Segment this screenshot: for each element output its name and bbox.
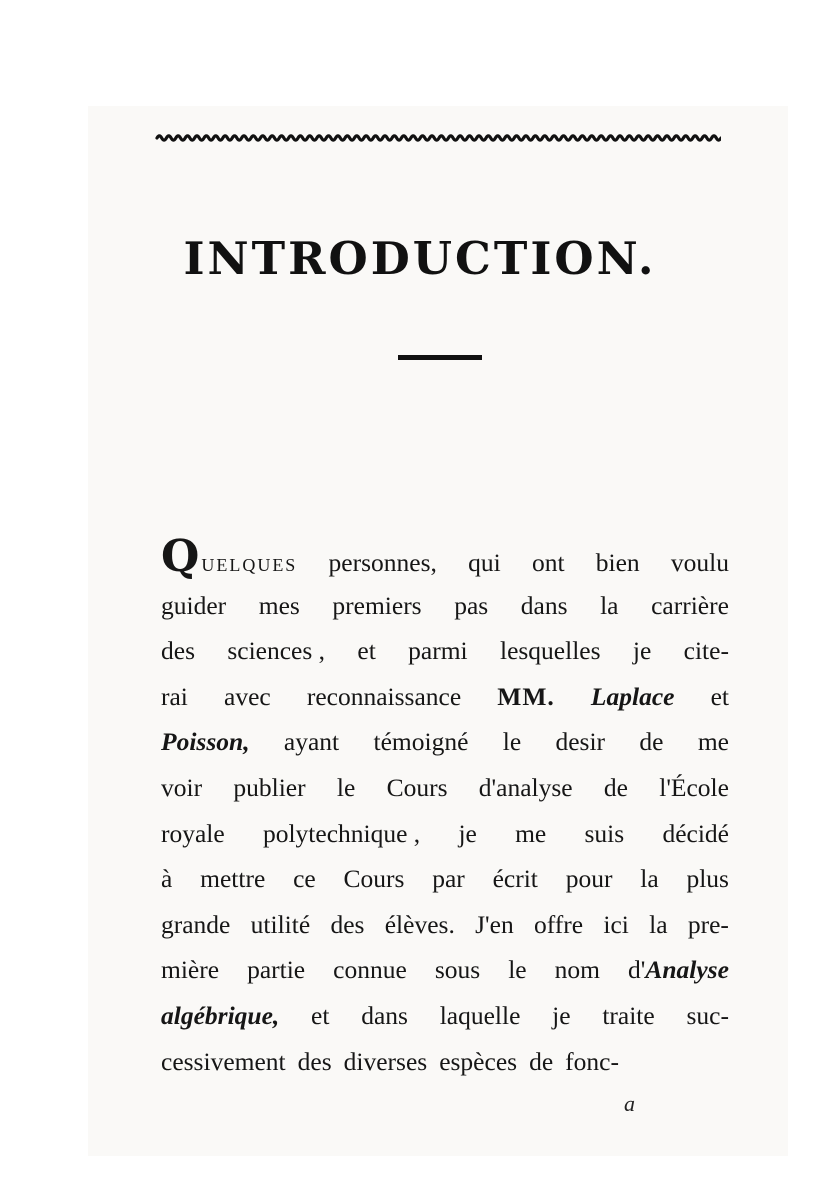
page-title: INTRODUCTION. (183, 232, 657, 285)
word: me (697, 727, 729, 757)
word: ont (531, 548, 565, 577)
word: carrière (651, 590, 729, 620)
word: ici (603, 909, 629, 939)
word: et (357, 636, 376, 666)
text-line (161, 628, 729, 674)
text-line (161, 856, 729, 902)
word: bien (595, 548, 640, 577)
word: dans (520, 590, 568, 620)
word: me (515, 818, 547, 848)
word: fonc- (565, 1046, 619, 1076)
word: laquelle (439, 1000, 521, 1030)
title-rule (398, 355, 482, 360)
word: connue (333, 955, 407, 985)
word: cite- (683, 636, 729, 666)
word: reconnaissance (306, 681, 462, 711)
word: témoigné (373, 727, 469, 757)
word: qui (468, 548, 501, 577)
wave-ornament-icon (155, 128, 721, 148)
word: grande (161, 909, 231, 939)
word: traite (602, 1000, 655, 1030)
text-line (161, 947, 729, 993)
word: algébrique, (161, 1000, 280, 1030)
word: polytechnique , (262, 818, 421, 848)
word: UELQUES (201, 555, 298, 575)
text-line (161, 902, 729, 948)
word: guider (161, 590, 227, 620)
word: royale (161, 818, 225, 848)
word: parmi (408, 636, 468, 666)
word: je (552, 1000, 571, 1030)
word: pour (565, 864, 613, 894)
word: personnes, (328, 548, 437, 577)
word: mettre (200, 864, 266, 894)
word: suis (584, 818, 625, 848)
word: plus (686, 864, 729, 894)
word: pre- (687, 909, 729, 939)
word: de (639, 727, 664, 757)
word: d'Analyse (627, 955, 729, 985)
word: ayant (283, 727, 340, 757)
word: sciences , (227, 636, 326, 666)
word: mière (161, 955, 220, 985)
word: Cours (343, 864, 405, 894)
word: Poisson, (161, 727, 250, 757)
word: premiers (332, 590, 422, 620)
text-line (161, 531, 729, 583)
text-line (161, 719, 729, 765)
text-line (161, 765, 729, 811)
word: élèves. (384, 909, 455, 939)
word: et (710, 681, 729, 711)
word: rai (161, 681, 188, 711)
opening-word (161, 531, 298, 589)
word: utilité (250, 909, 311, 939)
word: partie (247, 955, 306, 985)
word: nom (554, 955, 600, 985)
word: écrit (492, 864, 538, 894)
word: des (297, 1046, 332, 1076)
word: espèces (439, 1046, 518, 1076)
word: avec (224, 681, 271, 711)
word: par (432, 864, 465, 894)
word: je (632, 636, 652, 666)
word: MM. (497, 681, 555, 711)
signature-mark: a (624, 1091, 635, 1116)
text-line (161, 993, 729, 1039)
word: et (311, 1000, 330, 1030)
text-line (161, 811, 729, 857)
word: la (649, 909, 668, 939)
text-line (161, 674, 729, 720)
word: mes (258, 590, 300, 620)
word: offre (533, 909, 584, 939)
word: ce (293, 864, 316, 894)
word: dans (361, 1000, 408, 1030)
word: voulu (670, 548, 729, 577)
word: Cours (386, 772, 448, 802)
word: le (336, 772, 356, 802)
header-ornament (155, 128, 721, 148)
word: voir (161, 772, 203, 802)
word: la (600, 590, 619, 620)
word: publier (233, 772, 306, 802)
word: sous (434, 955, 481, 985)
word: de (603, 772, 628, 802)
word: cessivement (161, 1046, 286, 1076)
text-line (161, 1039, 729, 1085)
word: je (458, 818, 477, 848)
word: le (502, 727, 522, 757)
text-line (161, 583, 729, 629)
word: de (529, 1046, 554, 1076)
word: diverses (343, 1046, 428, 1076)
body-paragraph (161, 531, 729, 1084)
word: Laplace (590, 681, 675, 711)
word: décidé (662, 818, 729, 848)
word: desir (555, 727, 606, 757)
word: d'analyse (478, 772, 573, 802)
word: pas (454, 590, 489, 620)
word: des (330, 909, 365, 939)
word: à (161, 864, 173, 894)
word: lesquelles (499, 636, 601, 666)
word: J'en (475, 909, 514, 939)
word: des (161, 636, 195, 666)
word: l'École (659, 772, 729, 802)
word: suc- (686, 1000, 729, 1030)
drop-cap: Q (161, 531, 200, 582)
word: la (640, 864, 659, 894)
word: le (508, 955, 527, 985)
